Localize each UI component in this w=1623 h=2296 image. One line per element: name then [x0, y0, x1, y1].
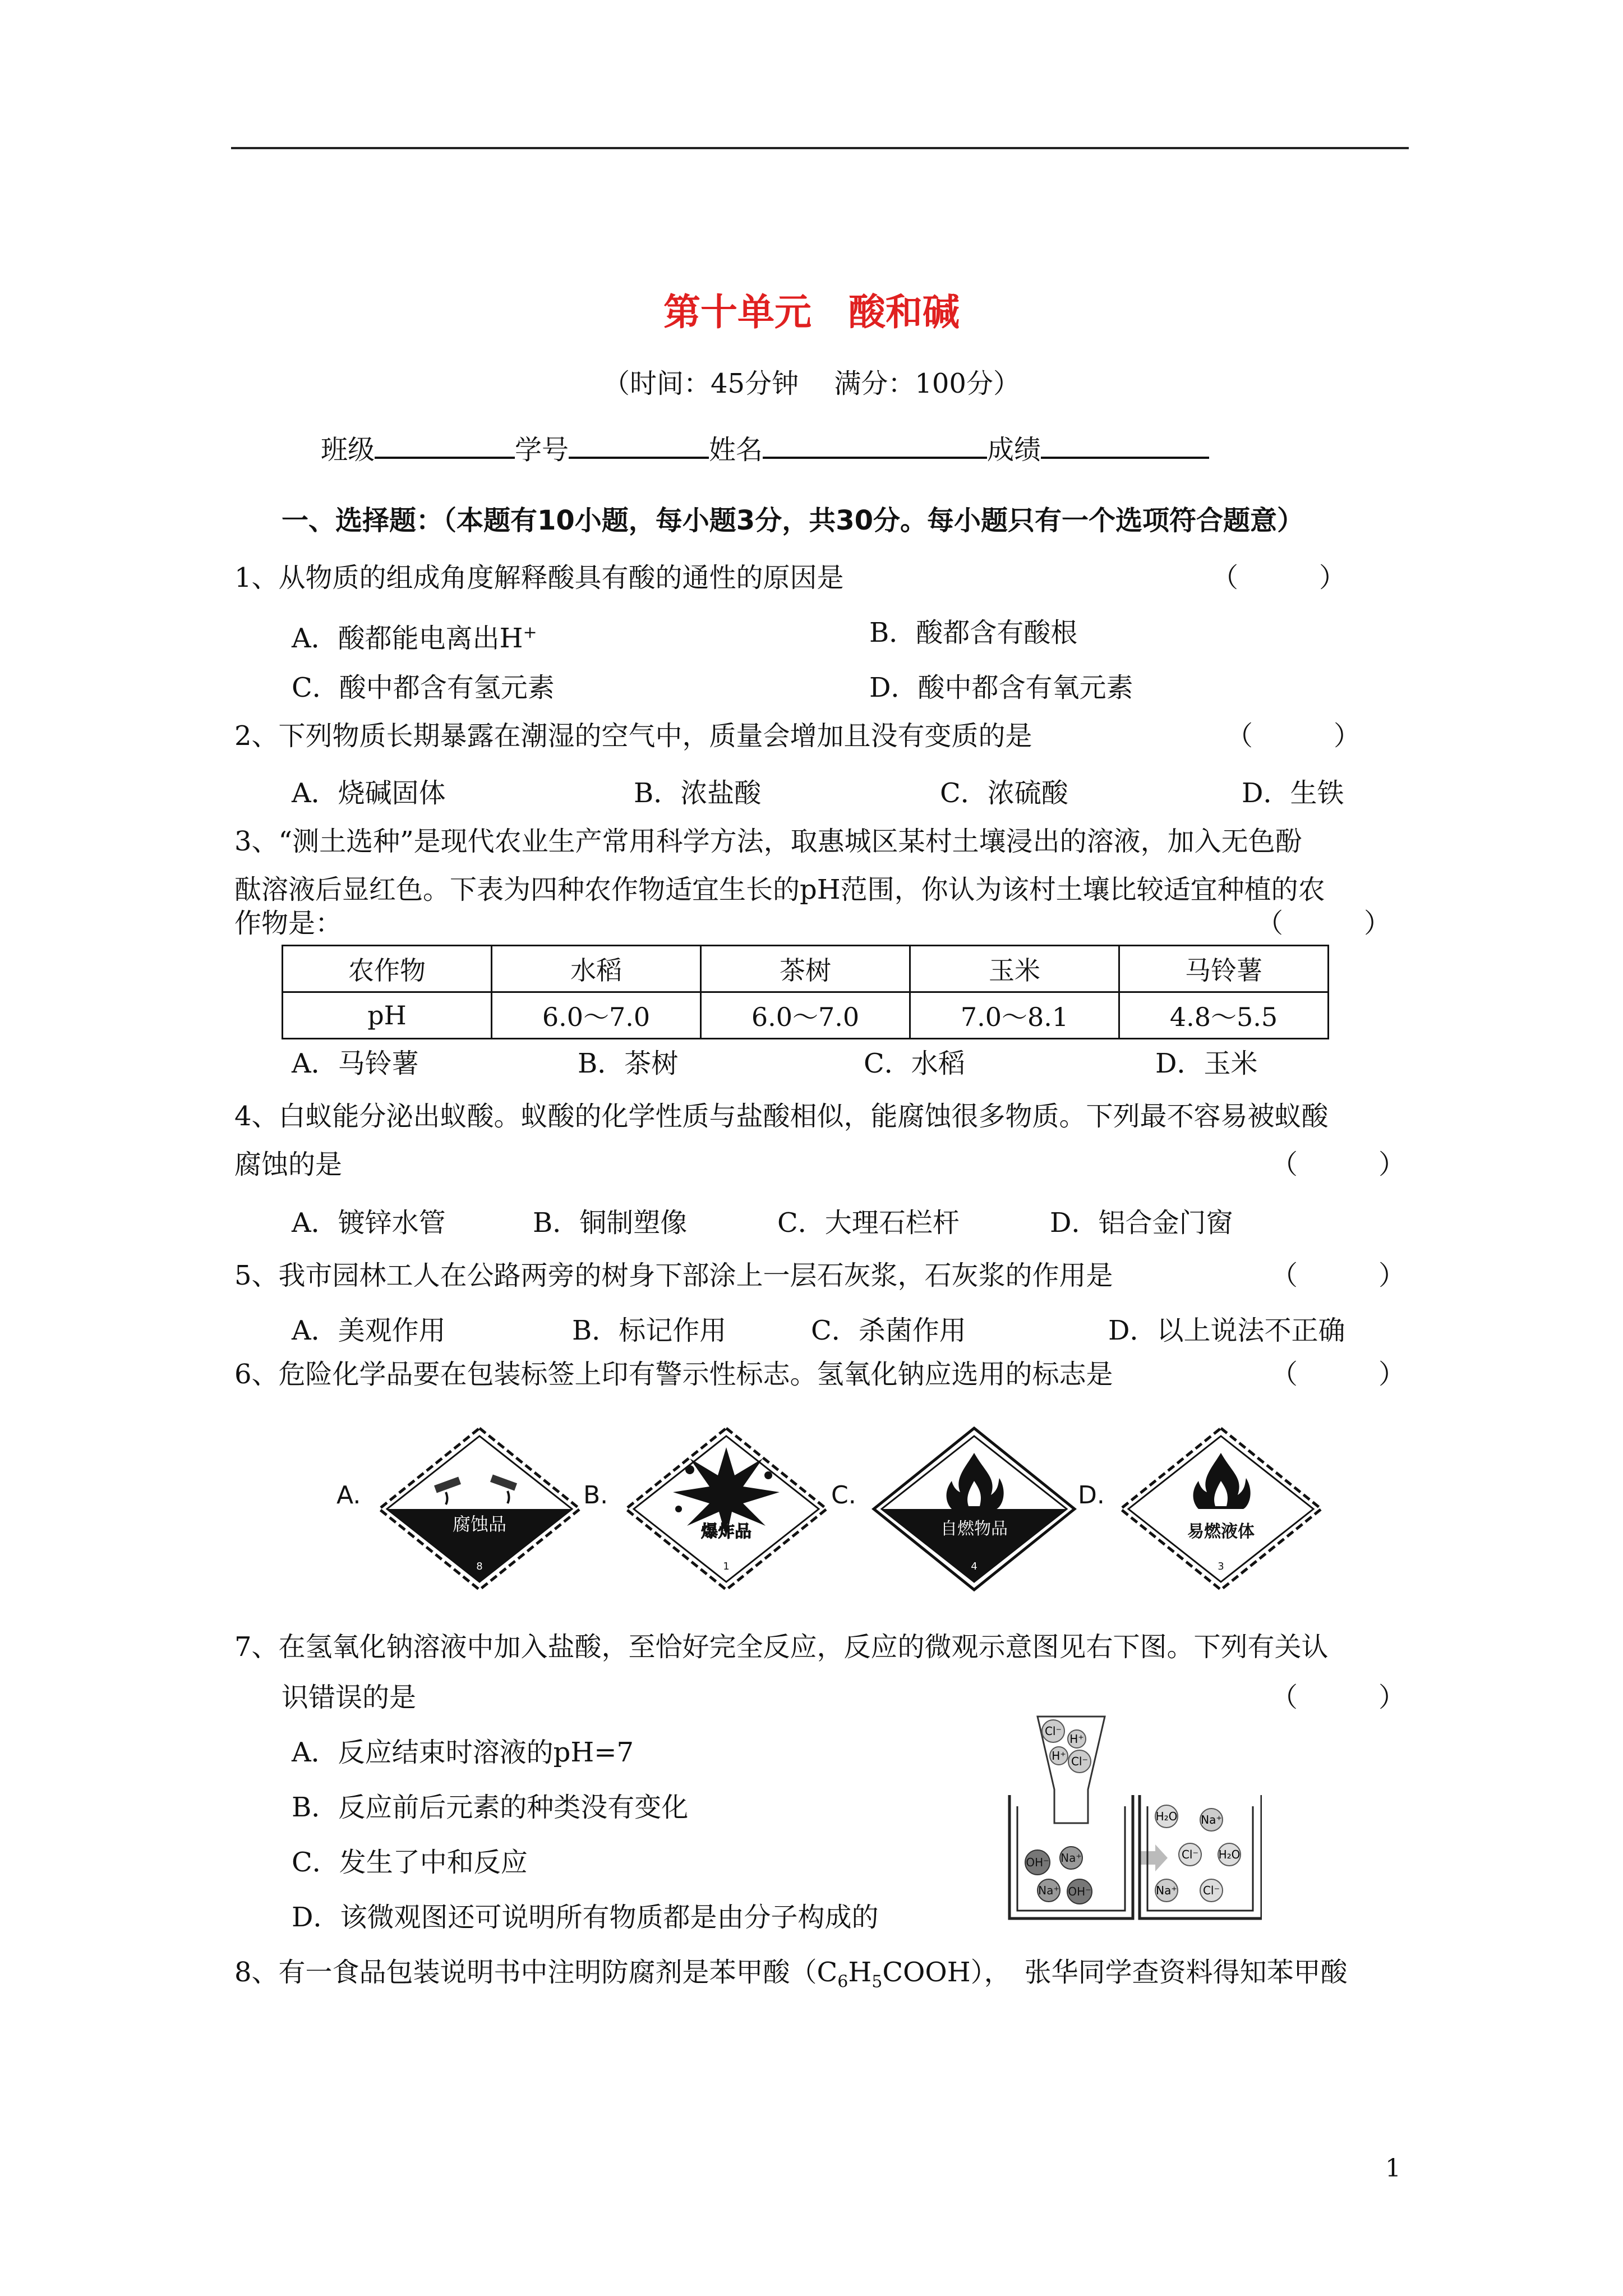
q8-subscript: 5: [872, 1972, 883, 1992]
answer-parentheses[interactable]: （ ）: [1271, 1359, 1406, 1390]
q4-option-b[interactable]: B．铜制塑像: [533, 1207, 688, 1239]
answer-parentheses[interactable]: （ ）: [1271, 1149, 1406, 1180]
student-id-blank[interactable]: [569, 432, 709, 459]
sign-a-label: 腐蚀品: [452, 1513, 507, 1535]
q5-option-b[interactable]: B．标记作用: [572, 1315, 727, 1346]
q8-text: 8、有一食品包装说明书中注明防腐剂是苯甲酸（C: [234, 1957, 838, 1988]
table-row: [283, 946, 1329, 992]
table-cell: 4.8～5.5: [1119, 992, 1329, 1039]
score-label: 成绩: [987, 434, 1041, 466]
answer-parentheses[interactable]: （ ）: [1271, 1682, 1406, 1713]
right-beaker-ion-label: Cl⁻: [1181, 1848, 1199, 1861]
table-cell: 马铃薯: [1119, 946, 1329, 992]
question-5-stem: 5、我市园林工人在公路两旁的树身下部涂上一层石灰浆，石灰浆的作用是: [234, 1260, 1113, 1291]
question-3-line-2: 酞溶液后显红色。下表为四种农作物适宜生长的pH范围，你认为该村土壤比较适宜种植的农: [234, 874, 1325, 905]
funnel-ion-label: Cl⁻: [1044, 1724, 1062, 1738]
q1-option-a[interactable]: [292, 616, 537, 655]
right-beaker-ion-label: Na⁺: [1201, 1813, 1222, 1826]
q3-option-d[interactable]: D．玉米: [1155, 1048, 1258, 1079]
question-8-stem: [234, 1955, 1348, 1999]
sign-c-label: 自燃物品: [940, 1519, 1008, 1539]
left-beaker-ion-label: Na⁺: [1061, 1851, 1082, 1865]
neutralization-micro-diagram: [1004, 1711, 1262, 1924]
table-cell: 7.0～8.1: [910, 992, 1119, 1039]
q7-option-b[interactable]: B．反应前后元素的种类没有变化: [292, 1792, 689, 1823]
question-6-stem: 6、危险化学品要在包装标签上印有警示性标志。氢氧化钠应选用的标志是: [234, 1359, 1113, 1390]
name-blank[interactable]: [763, 432, 987, 459]
question-7-line-2: 识错误的是: [282, 1682, 417, 1713]
name-label: 姓名: [709, 434, 763, 466]
page-title: 第十单元 酸和碱: [663, 291, 960, 334]
question-2-stem: 2、下列物质长期暴露在潮湿的空气中，质量会增加且没有变质的是: [234, 720, 1032, 752]
funnel-ion-label: Cl⁻: [1071, 1755, 1089, 1768]
q2-option-c[interactable]: C．浓硫酸: [940, 777, 1068, 809]
q4-option-a[interactable]: A．镀锌水管: [292, 1207, 446, 1239]
student-id-label: 学号: [515, 434, 569, 466]
sign-b-label: 爆炸品: [701, 1522, 751, 1542]
ph-range-table: [282, 945, 1329, 1039]
answer-parentheses[interactable]: （ ）: [1211, 562, 1347, 593]
spontaneous-combustion-sign[interactable]: [831, 1425, 1078, 1593]
q5-option-c[interactable]: C．杀菌作用: [811, 1315, 966, 1346]
q7-option-c[interactable]: C．发生了中和反应: [292, 1847, 528, 1878]
q3-option-a[interactable]: A．马铃薯: [292, 1048, 419, 1079]
score-blank[interactable]: [1041, 432, 1209, 459]
corrosive-sign[interactable]: [336, 1425, 583, 1593]
left-beaker-ion-label: OH⁻: [1068, 1885, 1091, 1898]
question-3-line-3: 作物是：: [234, 908, 343, 939]
answer-parentheses[interactable]: （ ）: [1226, 720, 1361, 752]
table-cell: 6.0～7.0: [701, 992, 910, 1039]
answer-parentheses[interactable]: （ ）: [1256, 908, 1391, 939]
sign-d-class-number: 3: [1218, 1561, 1224, 1572]
q2-option-b[interactable]: B．浓盐酸: [634, 777, 762, 809]
q1-option-b[interactable]: B．酸都含有酸根: [869, 617, 1078, 648]
question-4-line-1: 4、白蚁能分泌出蚁酸。蚁酸的化学性质与盐酸相似，能腐蚀很多物质。下列最不容易被蚁酸: [234, 1101, 1329, 1132]
sign-a-letter: A.: [336, 1481, 361, 1510]
question-7-line-1: 7、在氢氧化钠溶液中加入盐酸，至恰好完全反应，反应的微观示意图见右下图。下列有关认: [234, 1631, 1329, 1663]
funnel-ion-label: H⁺: [1052, 1749, 1066, 1763]
q8-text: COOH）， 张华同学查资料得知苯甲酸: [882, 1957, 1348, 1988]
q7-option-a[interactable]: A．反应结束时溶液的pH=7: [292, 1737, 634, 1768]
sign-a-class-number: 8: [476, 1561, 483, 1572]
q4-option-d[interactable]: D．铝合金门窗: [1050, 1207, 1233, 1239]
explosive-sign[interactable]: [583, 1425, 830, 1593]
q3-option-c[interactable]: C．水稻: [864, 1048, 965, 1079]
question-4-line-2: 腐蚀的是: [234, 1149, 343, 1180]
right-beaker-ion-label: Na⁺: [1156, 1884, 1177, 1897]
q8-text: H: [848, 1957, 872, 1988]
table-cell: 6.0～7.0: [492, 992, 701, 1039]
sign-d-label: 易燃液体: [1187, 1522, 1255, 1542]
header-rule: [231, 147, 1409, 149]
sign-c-letter: C.: [831, 1481, 856, 1510]
page-number: 1: [1385, 2154, 1401, 2183]
q1-option-c[interactable]: C．酸中都含有氢元素: [292, 672, 555, 703]
combustion-diamond-icon: [870, 1425, 1078, 1593]
answer-parentheses[interactable]: （ ）: [1271, 1260, 1406, 1291]
q2-option-d[interactable]: D．生铁: [1242, 777, 1344, 809]
exam-time-info: （时间：45分钟 满分：100分）: [603, 368, 1020, 399]
left-beaker-ion-label: Na⁺: [1038, 1884, 1059, 1897]
class-blank[interactable]: [375, 432, 515, 459]
right-beaker-ion-label: H₂O: [1155, 1810, 1178, 1823]
q8-subscript: 6: [837, 1972, 849, 1992]
sign-d-letter: D.: [1078, 1481, 1105, 1510]
sign-b-class-number: 1: [723, 1561, 730, 1572]
student-info-line: [321, 432, 1209, 467]
sign-c-class-number: 4: [971, 1561, 978, 1572]
question-3-line-1: 3、“测土选种”是现代农业生产常用科学方法，取惠城区某村土壤浸出的溶液，加入无色酚: [234, 826, 1302, 857]
section-heading: 一、选择题：（本题有10小题，每小题3分，共30分。每小题只有一个选项符合题意）: [282, 505, 1304, 536]
q5-option-d[interactable]: D．以上说法不正确: [1108, 1315, 1345, 1346]
explosive-diamond-icon: [623, 1425, 830, 1593]
q3-option-b[interactable]: B．茶树: [578, 1048, 679, 1079]
q1-option-d[interactable]: D．酸中都含有氧元素: [869, 672, 1133, 703]
left-beaker-ion-label: OH⁻: [1026, 1856, 1049, 1869]
table-cell: pH: [283, 992, 492, 1039]
table-cell: 茶树: [701, 946, 910, 992]
table-row: [283, 992, 1329, 1039]
class-label: 班级: [321, 434, 375, 466]
right-beaker-ion-label: Cl⁻: [1202, 1884, 1220, 1897]
arrow-right-icon: [1138, 1844, 1168, 1871]
flammable-diamond-icon: [1117, 1425, 1325, 1593]
q1-option-a-sup: +: [523, 623, 537, 642]
table-cell: 农作物: [283, 946, 492, 992]
right-beaker-ion-label: H₂O: [1218, 1848, 1241, 1861]
corrosive-diamond-icon: [376, 1425, 583, 1593]
question-1-stem: 1、从物质的组成角度解释酸具有酸的通性的原因是: [234, 562, 844, 593]
table-cell: 玉米: [910, 946, 1119, 992]
q1-option-a-text: A．酸都能电离出H: [292, 623, 523, 654]
q2-option-a[interactable]: A．烧碱固体: [292, 777, 446, 809]
funnel-ion-label: H⁺: [1069, 1732, 1084, 1746]
flammable-liquid-sign[interactable]: [1078, 1425, 1325, 1593]
q7-option-d[interactable]: D．该微观图还可说明所有物质都是由分子构成的: [292, 1902, 879, 1933]
q4-option-c[interactable]: C．大理石栏杆: [777, 1207, 960, 1239]
q5-option-a[interactable]: A．美观作用: [292, 1315, 446, 1346]
table-cell: 水稻: [492, 946, 701, 992]
sign-b-letter: B.: [583, 1481, 608, 1510]
